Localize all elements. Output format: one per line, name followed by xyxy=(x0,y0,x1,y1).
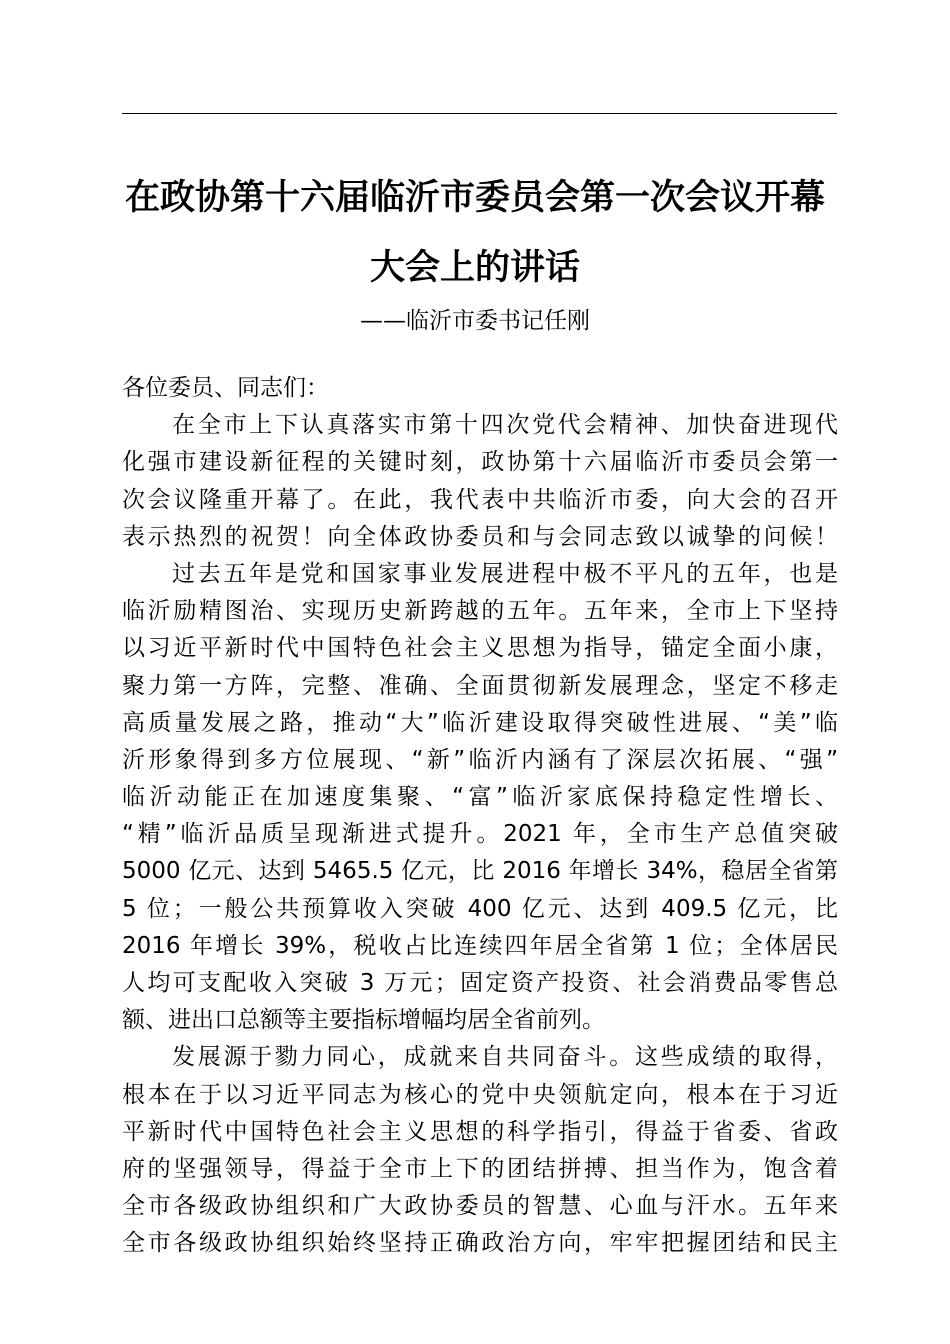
salutation: 各位委员、同志们： xyxy=(122,375,329,401)
paragraph-line: 额、进出口总额等主要指标增幅均居全省前列。 xyxy=(122,1007,605,1034)
paragraph-line: 临沂动能正在加速度集聚、“富”临沂家底保持稳定性增长、 xyxy=(122,784,838,811)
paragraph-line: 高质量发展之路，推动“大”临沂建设取得突破性进展、“美”临 xyxy=(122,709,838,736)
paragraph-line: 次会议隆重开幕了。在此，我代表中共临沂市委，向大会的召开 xyxy=(122,486,838,513)
paragraph-line: 府的坚强领导，得益于全市上下的团结拼搏、担当作为，饱含着 xyxy=(122,1155,838,1182)
paragraph-line: 全市各级政协组织和广大政协委员的智慧、心血与汗水。五年来 xyxy=(122,1193,838,1220)
paragraph-line: 沂形象得到多方位展现、“新”临沂内涵有了深层次拓展、“强” xyxy=(122,746,838,773)
header-rule xyxy=(122,113,837,114)
paragraph-1 xyxy=(122,407,838,556)
paragraph-line: 2016 年增长 39%，税收占比连续四年居全省第 1 位；全体居民 xyxy=(122,932,838,959)
paragraph-line: 发展源于勠力同心，成就来自共同奋斗。这些成绩的取得， xyxy=(172,1044,838,1071)
paragraph-2 xyxy=(122,556,838,1039)
paragraph-3 xyxy=(122,1039,838,1262)
paragraph-line: 化强市建设新征程的关键时刻，政协第十六届临沂市委员会第一 xyxy=(122,449,838,476)
paragraph-line: “精”临沂品质呈现渐进式提升。2021 年，全市生产总值突破 xyxy=(122,821,838,848)
paragraph-line: 平新时代中国特色社会主义思想的科学指引，得益于省委、省政 xyxy=(122,1118,838,1145)
title-line-2: 大会上的讲话 xyxy=(369,248,580,288)
paragraph-line: 表示热烈的祝贺！向全体政协委员和与会同志致以诚挚的问候！ xyxy=(122,523,838,550)
speech-body xyxy=(122,370,838,1263)
paragraph-line: 5 位；一般公共预算收入突破 400 亿元、达到 409.5 亿元，比 xyxy=(122,895,838,922)
title-line-1: 在政协第十六届临沂市委员会第一次会议开幕 xyxy=(124,178,825,218)
speaker-byline: ——临沂市委书记任刚 xyxy=(360,308,590,334)
paragraph-line: 过去五年是党和国家事业发展进程中极不平凡的五年，也是 xyxy=(172,560,838,587)
paragraph-line: 以习近平新时代中国特色社会主义思想为指导，锚定全面小康， xyxy=(122,635,838,662)
paragraph-line: 临沂励精图治、实现历史新跨越的五年。五年来，全市上下坚持 xyxy=(122,598,838,625)
paragraph-line: 在全市上下认真落实市第十四次党代会精神、加快奋进现代 xyxy=(172,412,838,439)
paragraph-line: 全市各级政协组织始终坚持正确政治方向，牢牢把握团结和民主 xyxy=(122,1230,838,1257)
paragraph-line: 根本在于以习近平同志为核心的党中央领航定向，根本在于习近 xyxy=(122,1081,838,1108)
paragraph-line: 聚力第一方阵，完整、准确、全面贯彻新发展理念，坚定不移走 xyxy=(122,672,838,699)
paragraph-line: 5000 亿元、达到 5465.5 亿元，比 2016 年增长 34%，稳居全省第 xyxy=(122,858,838,885)
paragraph-line: 人均可支配收入突破 3 万元；固定资产投资、社会消费品零售总 xyxy=(122,970,838,996)
